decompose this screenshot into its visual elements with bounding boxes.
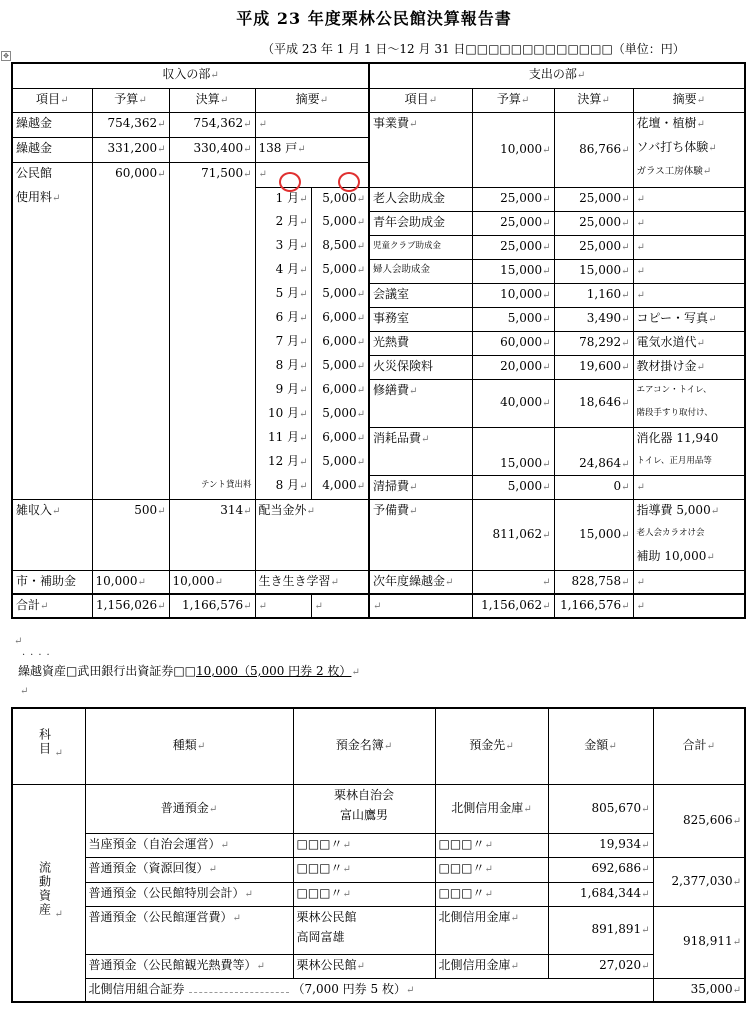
income-row-item: 繰越金 (12, 112, 92, 137)
expense-yobi-note-1: 指導費 5,000↵ (633, 499, 745, 523)
expense-row-item: 児童クラブ助成金 (369, 235, 472, 259)
expense-col-item: 項目↵ (369, 88, 472, 112)
expense-shuzen-note-1: エアコン・トイレ、 (633, 379, 745, 403)
asset-row-meibo: 栗林公民館↵ (293, 954, 435, 978)
asset-total-last: 35,000↵ (653, 978, 745, 1002)
expense-shomo-note-1: 消化器 11,940 (633, 427, 745, 451)
income-kominkan-budget: 60,000↵ (92, 162, 169, 187)
expense-yobi-item: 予備費↵ (369, 499, 472, 570)
asset-col-meibo: 預金名簿↵ (293, 708, 435, 784)
expense-row-budget: 15,000↵ (472, 259, 554, 283)
month-label: 2 月↵ (255, 211, 311, 235)
expense-row-actual: 3,490↵ (554, 307, 633, 331)
asset-row-kingaku: 805,670↵ (548, 784, 653, 833)
expense-total-item: ↵ (369, 594, 472, 618)
asset-row-meibo: □□□〃↵ (293, 882, 435, 906)
income-hojo-note: 生き生き学習↵ (255, 570, 369, 594)
income-row-note: 138 戸↵ (255, 137, 369, 162)
paragraph-mark: ↵ (14, 636, 23, 647)
expense-row-item: 婦人会助成金 (369, 259, 472, 283)
asset-col-saki: 預金先↵ (435, 708, 548, 784)
income-kominkan-actual: 71,500↵ (169, 162, 255, 187)
expense-row-actual: 15,000↵ (554, 259, 633, 283)
income-kominkan-item: 公民館 (12, 162, 92, 187)
expense-row-actual: 25,000↵ (554, 187, 633, 211)
expense-row-item: 事務室 (369, 307, 472, 331)
expense-row-note: 教材掛け金↵ (633, 355, 745, 379)
expense-row-note: ↵ (633, 283, 745, 307)
expense-shuzen-item: 修繕費↵ (369, 379, 472, 427)
expense-row-note: コピー・写真↵ (633, 307, 745, 331)
income-zatsu-actual: 314↵ (169, 499, 255, 570)
income-hojo-item: 市・補助金 (12, 570, 92, 594)
asset-row-saki: 北側信用金庫↵ (435, 906, 548, 954)
asset-row-kingaku: 19,934↵ (548, 833, 653, 857)
expense-row-item: 光熱費 (369, 331, 472, 355)
expense-row-budget: 10,000↵ (472, 283, 554, 307)
asset-row-shurui: 普通預金（公民館特別会計）↵ (85, 882, 293, 906)
expense-row-item: 老人会助成金 (369, 187, 472, 211)
expense-row-budget: 60,000↵ (472, 331, 554, 355)
month-label: 4 月↵ (255, 259, 311, 283)
asset-row-shurui: 当座預金（自治会運営）↵ (85, 833, 293, 857)
month-label: 3 月↵ (255, 235, 311, 259)
income-col-note: 摘要↵ (255, 88, 369, 112)
expense-row-actual: 78,292↵ (554, 331, 633, 355)
expense-jigyo-budget: 10,000↵ (472, 112, 554, 187)
expense-shuzen-actual: 18,646↵ (554, 379, 633, 427)
expense-shomo-actual: 24,864↵ (554, 427, 633, 475)
expense-row-budget: 25,000↵ (472, 211, 554, 235)
income-zatsu-budget: 500↵ (92, 499, 169, 570)
emphasis-dots: ···· (22, 650, 55, 661)
expense-row-item: 会議室 (369, 283, 472, 307)
expense-jigyo-note-1: 花壇・植樹↵ (633, 112, 745, 137)
asset-total-3: 918,911↵ (653, 906, 745, 978)
income-hojo-actual: 10,000↵ (169, 570, 255, 594)
asset-row-saki: □□□〃↵ (435, 857, 548, 882)
expense-seiso-actual: 0↵ (554, 475, 633, 499)
asset-col-kamoku: 科目 ↵ (12, 708, 85, 784)
expense-row-actual: 25,000↵ (554, 211, 633, 235)
expense-shomo-item: 消耗品費↵ (369, 427, 472, 475)
month-value: 4,000↵ (311, 475, 369, 499)
asset-col-shurui: 種類↵ (85, 708, 293, 784)
income-row-budget: 331,200↵ (92, 137, 169, 162)
expense-jinendo-note: ↵ (633, 570, 745, 594)
asset-last-row: 北側信用組合証券 （7,000 円券 5 枚）↵ (85, 978, 653, 1002)
month-value: 5,000↵ (311, 259, 369, 283)
month-label: 6 月↵ (255, 307, 311, 331)
asset-row-kingaku: 1,684,344↵ (548, 882, 653, 906)
expense-total-note: ↵ (633, 594, 745, 618)
month-value: 6,000↵ (311, 427, 369, 451)
expense-row-actual: 1,160↵ (554, 283, 633, 307)
month-value: 5,000↵ (311, 211, 369, 235)
asset-row-shurui: 普通預金（公民館運営費）↵ (85, 906, 293, 954)
expense-row-note: ↵ (633, 211, 745, 235)
expense-row-budget: 25,000↵ (472, 187, 554, 211)
red-circle-mark (338, 172, 360, 192)
month-label: 8 月↵ (255, 355, 311, 379)
asset-row-meibo: □□□〃↵ (293, 857, 435, 882)
expense-col-actual: 決算↵ (554, 88, 633, 112)
month-value: 5,000↵ (311, 187, 369, 211)
month-label: 9 月↵ (255, 379, 311, 403)
income-kominkan-note: ↵ (255, 162, 369, 187)
asset-row-shurui: 普通預金（公民館観光熱費等）↵ (85, 954, 293, 978)
month-label: 5 月↵ (255, 283, 311, 307)
expense-row-note: ↵ (633, 235, 745, 259)
expense-jigyo-note-3: ガラス工房体験↵ (633, 162, 745, 187)
paragraph-mark: ↵ (20, 686, 29, 697)
income-total-note-b: ↵ (311, 594, 369, 618)
settlement-table (11, 62, 746, 619)
carried-asset-note: 繰越資産□武田銀行出資証券□□10,000（5,000 円券 2 枚）↵ (18, 664, 360, 678)
month-label: 11 月↵ (255, 427, 311, 451)
asset-row-kingaku: 27,020↵ (548, 954, 653, 978)
assets-table (11, 707, 746, 1003)
expense-shuzen-budget: 40,000↵ (472, 379, 554, 427)
income-row-actual: 754,362↵ (169, 112, 255, 137)
income-row-budget: 754,362↵ (92, 112, 169, 137)
expense-row-budget: 25,000↵ (472, 235, 554, 259)
income-total-budget: 1,156,026↵ (92, 594, 169, 618)
asset-row-kingaku: 891,891↵ (548, 906, 653, 954)
expense-total-actual: 1,166,576↵ (554, 594, 633, 618)
asset-category: 流動資産 ↵ (12, 784, 85, 1002)
expense-row-note: ↵ (633, 187, 745, 211)
expense-total-budget: 1,156,062↵ (472, 594, 554, 618)
asset-row-saki: □□□〃↵ (435, 882, 548, 906)
month-value: 6,000↵ (311, 307, 369, 331)
month-label: 10 月↵ (255, 403, 311, 427)
expense-jinendo-actual: 828,758↵ (554, 570, 633, 594)
expense-yobi-budget: 811,062↵ (472, 499, 554, 570)
expense-seiso-item: 清掃費↵ (369, 475, 472, 499)
expense-jinendo-item: 次年度繰越金↵ (369, 570, 472, 594)
expense-seiso-note: ↵ (633, 475, 745, 499)
income-total-note-a: ↵ (255, 594, 311, 618)
month-label: 8 月↵ (255, 475, 311, 499)
expense-row-budget: 5,000↵ (472, 307, 554, 331)
asset-row-shurui: 普通預金↵ (85, 784, 293, 833)
asset-row-meibo: 栗林自治会 富山鷹男 (293, 784, 435, 833)
asset-row-saki: 北側信用金庫↵ (435, 954, 548, 978)
expense-jigyo-actual: 86,766↵ (554, 112, 633, 187)
asset-row-saki: 北側信用金庫↵ (435, 784, 548, 833)
income-section-header: 収入の部↵ (12, 63, 369, 88)
income-total-actual: 1,166,576↵ (169, 594, 255, 618)
income-row-item: 繰越金 (12, 137, 92, 162)
expense-yobi-note-3: 補助 10,000↵ (633, 546, 745, 570)
month-value: 6,000↵ (311, 331, 369, 355)
expense-row-actual: 19,600↵ (554, 355, 633, 379)
asset-row-meibo: □□□〃↵ (293, 833, 435, 857)
income-row-actual: 330,400↵ (169, 137, 255, 162)
expense-shomo-note-2: トイレ、正月用品等 (633, 451, 745, 475)
expense-col-budget: 予算↵ (472, 88, 554, 112)
expense-section-header: 支出の部↵ (369, 63, 745, 88)
asset-row-kingaku: 692,686↵ (548, 857, 653, 882)
asset-col-kingaku: 金額↵ (548, 708, 653, 784)
month-value: 6,000↵ (311, 379, 369, 403)
expense-row-actual: 25,000↵ (554, 235, 633, 259)
income-zatsu-note: 配当金外↵ (255, 499, 369, 570)
expense-jigyo-item: 事業費↵ (369, 112, 472, 187)
expense-jigyo-note-2: ソバ打ち体験↵ (633, 137, 745, 162)
expense-col-note: 摘要↵ (633, 88, 745, 112)
month-label: 1 月↵ (255, 187, 311, 211)
expense-jinendo-budget: ↵ (472, 570, 554, 594)
asset-total-1: 825,606↵ (653, 784, 745, 857)
expense-yobi-note-2: 老人会カラオけ会 (633, 523, 745, 546)
expense-row-budget: 20,000↵ (472, 355, 554, 379)
expense-shuzen-note-2: 階段手すり取付け、 (633, 403, 745, 427)
month-value: 5,000↵ (311, 451, 369, 475)
asset-row-shurui: 普通預金（資源回復）↵ (85, 857, 293, 882)
page-title: 平成 23 年度栗林公民館決算報告書 (236, 9, 512, 28)
expense-row-item: 火災保険料 (369, 355, 472, 379)
month-value: 5,000↵ (311, 403, 369, 427)
income-kominkan-item-2: 使用料↵ (12, 187, 92, 211)
asset-col-goukei: 合計↵ (653, 708, 745, 784)
income-zatsu-item: 雑収入↵ (12, 499, 92, 570)
expense-row-item: 青年会助成金 (369, 211, 472, 235)
income-row-note: ↵ (255, 112, 369, 137)
table-anchor-icon[interactable]: ✥ (1, 51, 11, 61)
red-circle-mark (279, 172, 301, 192)
month-value: 5,000↵ (311, 283, 369, 307)
income-col-actual: 決算↵ (169, 88, 255, 112)
tent-rental-label: テント貸出料 (169, 475, 255, 499)
asset-total-2: 2,377,030↵ (653, 857, 745, 906)
income-hojo-budget: 10,000↵ (92, 570, 169, 594)
income-total-item: 合計↵ (12, 594, 92, 618)
expense-row-note: 電気水道代↵ (633, 331, 745, 355)
month-value: 5,000↵ (311, 355, 369, 379)
expense-seiso-budget: 5,000↵ (472, 475, 554, 499)
period-line: （平成 23 年 1 月 1 日〜12 月 31 日□□□□□□□□□□□□□（単位：円） (262, 42, 685, 56)
expense-row-note: ↵ (633, 259, 745, 283)
asset-row-meibo: 栗林公民館 高岡富雄 (293, 906, 435, 954)
income-col-budget: 予算↵ (92, 88, 169, 112)
month-label: 7 月↵ (255, 331, 311, 355)
income-col-item: 項目↵ (12, 88, 92, 112)
month-label: 12 月↵ (255, 451, 311, 475)
expense-shomo-budget: 15,000↵ (472, 427, 554, 475)
asset-row-saki: □□□〃↵ (435, 833, 548, 857)
month-value: 8,500↵ (311, 235, 369, 259)
expense-yobi-actual: 15,000↵ (554, 499, 633, 570)
